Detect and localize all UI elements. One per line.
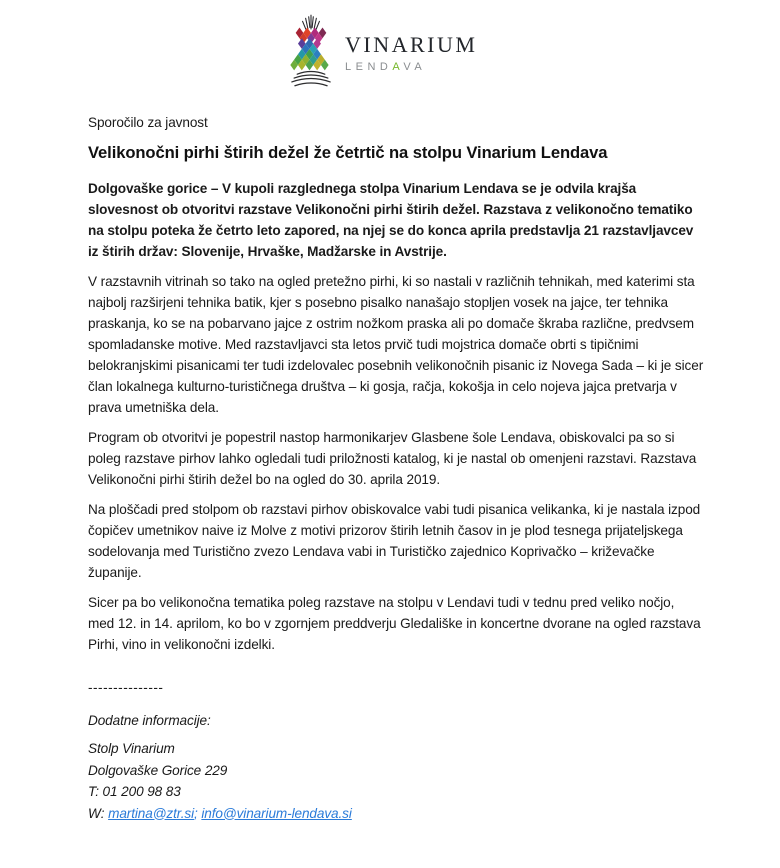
body-paragraph: Program ob otvoritvi je popestril nastop harmonikarjev Glasbene šole Lendava, obiskovalci pa so si poleg razstave pirhov lahko ogledali tudi priložnosti katalog, ki je nastal ob omenjeni razstavi. Razstava Velikonočni pirhi štirih dežel bo na ogled do 30. aprila 2019. (88, 430, 697, 487)
vinarium-logo (288, 12, 477, 97)
vinarium-tower-icon (288, 12, 334, 97)
contact-web-line (88, 803, 704, 825)
logo-brand-name: VINARIUM (345, 32, 478, 57)
email-link-martina[interactable]: martina@ztr.si (108, 805, 195, 821)
body-paragraph: V razstavnih vitrinah so tako na ogled pretežno pirhi, ki so nastali v različnih tehnikah, med katerimi sta najbolj razširjeni tehnika batik, kjer s posebno pisalko nanašajo stopljen vosek na jajce, ter tehnika praskanja, ko se na pobarvano jajce z ostrim nožkom praska ali po domače škraba različne, predvsem spomladanske motive. Med razstavljavci sta letos prvič tudi mojstrica domače obrti s tipičnimi belokranjskimi pisanicami ter tudi izdelovalec posebnih velikonočnih pisanic iz Novega Sada – ki je sicer član lokalnega kulturno-turističnega društva – ki gosja, račja, kokošja in celo nojeva jajca pretvarja v prava umetniška dela. (88, 274, 704, 415)
separator-dashes: --------------- (88, 680, 164, 695)
document-title: Velikonočni pirhi štirih dežel že četrtič na stolpu Vinarium Lendava (88, 143, 608, 162)
contact-address: Dolgovaške Gorice 229 (88, 762, 228, 778)
logo-city-accent-letter: A (392, 61, 404, 73)
contact-block (88, 738, 704, 824)
contact-name: Stolp Vinarium (88, 741, 175, 756)
email-separator: ; (194, 805, 202, 821)
press-release-body (88, 112, 704, 824)
logo-wordmark (345, 33, 477, 74)
contact-phone: T: 01 200 98 83 (88, 784, 181, 799)
lead-paragraph: Dolgovaške gorice – V kupoli razglednega stolpa Vinarium Lendava se je odvila krajša slovesnost ob otvoritvi razstave Velikonočni pirhi štirih dežel. Razstava z velikonočno tematiko na stolpu poteka že četrto leto zapored, na njej se do konca aprila predstavlja 21 razstavljavcev iz štirih držav: Slovenije, Hrvaške, Madžarske in Avstrije. (88, 181, 694, 259)
body-paragraph: Na ploščadi pred stolpom ob razstavi pirhov obiskovalce vabi tudi pisanica velikanka, ki je nastala izpod čopičev umetnikov naive iz Molve z motivi prizorov štirih letnih časov in je plod tesnega prijateljskega sodelovanja med Turistično zvezo Lendava vabi in Turističko zajednico Koprivačko – križevačke županije. (88, 502, 701, 580)
email-link-info[interactable]: info@vinarium-lendava.si (201, 805, 352, 821)
logo-city-name (345, 61, 477, 74)
logo-city-suffix: VA (403, 61, 427, 73)
body-paragraph: Sicer pa bo velikonočna tematika poleg razstave na stolpu v Lendavi tudi v tednu pred veliko nočjo, med 12. in 14. aprilom, ko bo v zgornjem preddverju Gledališke in koncertne dvorane na ogled razstava Pirhi, vino in velikonočni izdelki. (88, 595, 701, 652)
contact-web-prefix: W: (88, 805, 109, 821)
document-kicker: Sporočilo za javnost (88, 115, 208, 130)
logo-city-prefix: LEND (345, 61, 393, 73)
additional-info-heading: Dodatne informacije: (88, 713, 211, 728)
